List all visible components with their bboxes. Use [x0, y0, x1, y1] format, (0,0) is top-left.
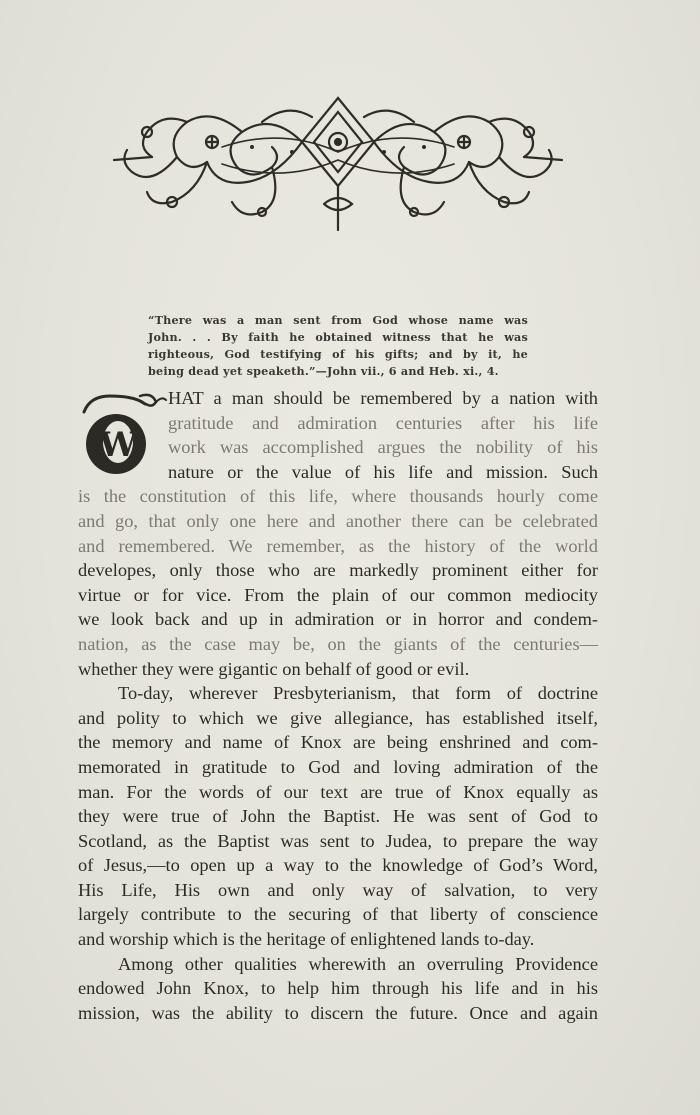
- body-line: work was accomplished argues the nobility of his: [168, 437, 598, 458]
- body-line: gratitude and admiration centuries after his life: [168, 412, 598, 433]
- body-line: and go, that only one here and another there can be celebrated: [78, 510, 598, 531]
- drop-cap-letter: W: [98, 425, 138, 465]
- body-line: the memory and name of Knox are being enshrined and com-: [78, 732, 598, 753]
- body-text: [78, 386, 598, 1025]
- epigraph-line: righteous, God testifying of his gifts; and by it, he: [148, 347, 528, 361]
- body-line: mission, was the ability to discern the future. Once and again: [78, 1002, 598, 1023]
- body-line: is the constitution of this life, where thousands hourly come: [78, 486, 598, 507]
- epigraph-line: “There was a man sent from God whose name was: [148, 313, 528, 327]
- epigraph-quote: [148, 312, 528, 380]
- body-line: nature or the value of his life and mission. Such: [168, 461, 598, 482]
- epigraph-line: John. . . By faith he obtained witness that he was: [148, 330, 528, 344]
- body-line: whether they were gigantic on behalf of good or evil.: [78, 658, 470, 679]
- body-line: and remembered. We remember, as the history of the world: [78, 535, 598, 556]
- body-line: memorated in gratitude to God and loving admiration of the: [78, 756, 598, 777]
- body-line: largely contribute to the securing of that liberty of conscience: [78, 904, 598, 925]
- body-line: His Life, His own and only way of salvation, to very: [78, 879, 598, 900]
- body-line: of Jesus,—to open up a way to the knowledge of God’s Word,: [78, 855, 598, 876]
- body-line: developes, only those who are markedly prominent either for: [78, 560, 598, 581]
- body-line: and worship which is the heritage of enlightened lands to-day.: [78, 929, 535, 950]
- epigraph-line: being dead yet speaketh.”—John vii., 6 and Heb. xi., 4.: [148, 364, 499, 378]
- body-line: nation, as the case may be, on the giants of the centuries—: [78, 633, 598, 654]
- body-line: endowed John Knox, to help him through his life and in his: [78, 978, 598, 999]
- body-line: HAT a man should be remembered by a nation with: [168, 388, 598, 408]
- body-line: man. For the words of our text are true of Knox equally as: [78, 781, 598, 802]
- body-line: To-day, wherever Presbyterianism, that form of doctrine: [118, 683, 598, 704]
- body-line: and polity to which we give allegiance, has established itself,: [78, 707, 598, 728]
- body-line: Scotland, as the Baptist was sent to Judea, to prepare the way: [78, 830, 598, 851]
- ornamental-headpiece: [112, 92, 564, 234]
- body-line: virtue or for vice. From the plain of our common mediocity: [78, 584, 598, 605]
- body-line: they were true of John the Baptist. He was sent of God to: [78, 806, 598, 827]
- body-line: Among other qualities wherewith an overruling Providence: [118, 953, 598, 974]
- body-line: we look back and up in admiration or in horror and condem-: [78, 609, 598, 630]
